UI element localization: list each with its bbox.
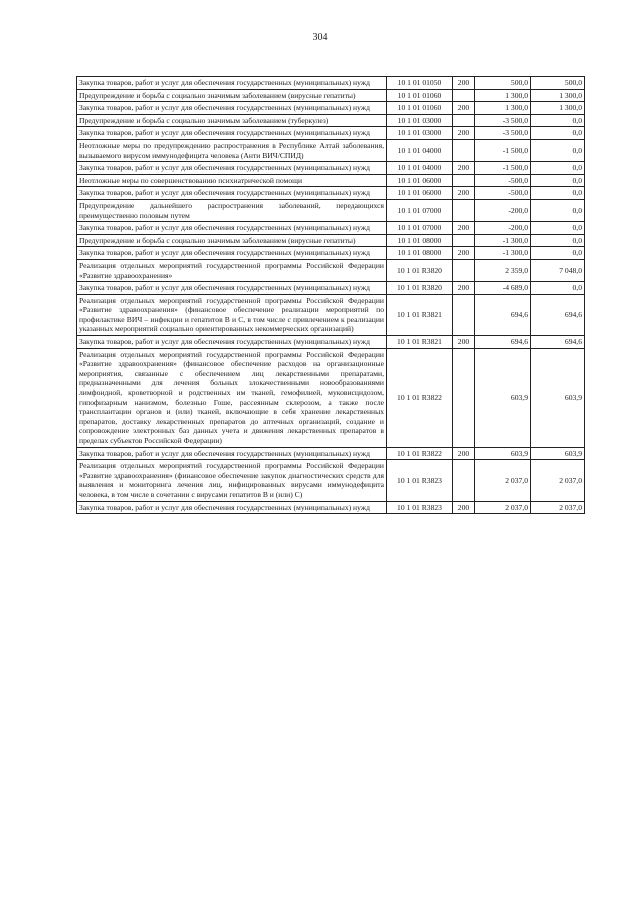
row-expense-type: 200 — [453, 447, 475, 460]
row-target-code: 10 1 01 01060 — [387, 102, 453, 115]
row-description: Закупка товаров, работ и услуг для обеспечения государственных (муниципальных) нужд — [77, 282, 387, 295]
row-target-code: 10 1 01 07000 — [387, 199, 453, 221]
table-row — [77, 247, 585, 260]
row-amount-year2: 694,6 — [531, 294, 585, 335]
row-amount-year2: 2 037,0 — [531, 501, 585, 514]
row-amount-year2: 2 037,0 — [531, 460, 585, 501]
row-amount-year1: 500,0 — [475, 77, 531, 90]
row-expense-type: 200 — [453, 222, 475, 235]
row-target-code: 10 1 01 R3823 — [387, 501, 453, 514]
row-amount-year1: 2 359,0 — [475, 259, 531, 281]
row-amount-year1: -1 500,0 — [475, 162, 531, 175]
table-row — [77, 77, 585, 90]
row-expense-type: 200 — [453, 187, 475, 200]
row-description: Реализация отдельных мероприятий государственной программы Российской Федерации «Развитие здравоохранения» — [77, 259, 387, 281]
row-expense-type — [453, 174, 475, 187]
table-row — [77, 460, 585, 501]
row-target-code: 10 1 01 06000 — [387, 187, 453, 200]
table-row — [77, 282, 585, 295]
row-description: Закупка товаров, работ и услуг для обеспечения государственных (муниципальных) нужд — [77, 447, 387, 460]
row-amount-year1: 2 037,0 — [475, 501, 531, 514]
table-row — [77, 234, 585, 247]
row-target-code: 10 1 01 01060 — [387, 89, 453, 102]
row-amount-year2: 0,0 — [531, 114, 585, 127]
row-expense-type — [453, 114, 475, 127]
row-description: Закупка товаров, работ и услуг для обеспечения государственных (муниципальных) нужд — [77, 336, 387, 349]
row-expense-type — [453, 294, 475, 335]
row-description: Закупка товаров, работ и услуг для обеспечения государственных (муниципальных) нужд — [77, 127, 387, 140]
table-row — [77, 139, 585, 161]
table-row — [77, 348, 585, 447]
row-description: Закупка товаров, работ и услуг для обеспечения государственных (муниципальных) нужд — [77, 501, 387, 514]
row-target-code: 10 1 01 R3823 — [387, 460, 453, 501]
row-amount-year1: 2 037,0 — [475, 460, 531, 501]
row-amount-year2: 694,6 — [531, 336, 585, 349]
table-row — [77, 114, 585, 127]
row-expense-type: 200 — [453, 247, 475, 260]
row-amount-year2: 0,0 — [531, 162, 585, 175]
row-target-code: 10 1 01 R3820 — [387, 282, 453, 295]
budget-table — [76, 76, 585, 514]
row-description: Реализация отдельных мероприятий государственной программы Российской Федерации «Развитие здравоохранения» (финансовое обеспечение закупок диагностических средств для выявления и мониторинга лечения лиц, инфицированных вирусами иммунодефицита человека, в том числе в сочетании с вирусами гепатитов В и (или) С) — [77, 460, 387, 501]
row-amount-year2: 1 300,0 — [531, 89, 585, 102]
row-target-code: 10 1 01 R3822 — [387, 447, 453, 460]
row-description: Закупка товаров, работ и услуг для обеспечения государственных (муниципальных) нужд — [77, 247, 387, 260]
row-amount-year1: 1 300,0 — [475, 89, 531, 102]
row-amount-year1: -1 300,0 — [475, 247, 531, 260]
row-target-code: 10 1 01 08000 — [387, 247, 453, 260]
row-description: Предупреждение и борьба с социально значимым заболеванием (туберкулез) — [77, 114, 387, 127]
row-target-code: 10 1 01 04000 — [387, 139, 453, 161]
row-amount-year2: 0,0 — [531, 282, 585, 295]
table-row — [77, 127, 585, 140]
row-expense-type: 200 — [453, 501, 475, 514]
row-description: Реализация отдельных мероприятий государственной программы Российской Федерации «Развитие здравоохранения» (финансовое обеспечение реализации мероприятий по профилактике ВИЧ – инфекции и гепатитов В и С, в том числе с привлечением к реализации указанных мероприятий социально ориентированных некоммерческих организаций) — [77, 294, 387, 335]
row-amount-year1: 694,6 — [475, 336, 531, 349]
row-amount-year1: -1 500,0 — [475, 139, 531, 161]
row-target-code: 10 1 01 R3821 — [387, 336, 453, 349]
row-amount-year2: 0,0 — [531, 234, 585, 247]
row-amount-year2: 0,0 — [531, 247, 585, 260]
row-expense-type — [453, 89, 475, 102]
row-description: Неотложные меры по совершенствованию психиатрической помощи — [77, 174, 387, 187]
row-description: Закупка товаров, работ и услуг для обеспечения государственных (муниципальных) нужд — [77, 187, 387, 200]
row-description: Предупреждение и борьба с социально значимым заболеванием (вирусные гепатиты) — [77, 234, 387, 247]
row-amount-year2: 0,0 — [531, 199, 585, 221]
row-target-code: 10 1 01 01050 — [387, 77, 453, 90]
table-row — [77, 199, 585, 221]
row-expense-type — [453, 139, 475, 161]
row-expense-type — [453, 199, 475, 221]
table-row — [77, 162, 585, 175]
row-description: Закупка товаров, работ и услуг для обеспечения государственных (муниципальных) нужд — [77, 222, 387, 235]
row-description: Закупка товаров, работ и услуг для обеспечения государственных (муниципальных) нужд — [77, 102, 387, 115]
table-row — [77, 174, 585, 187]
row-expense-type — [453, 234, 475, 247]
row-description: Предупреждение и борьба с социально значимым заболеванием (вирусные гепатиты) — [77, 89, 387, 102]
page-number: 304 — [312, 32, 328, 43]
row-amount-year2: 0,0 — [531, 139, 585, 161]
row-description: Предупреждение дальнейшего распространения заболеваний, передающихся преимущественно половым путем — [77, 199, 387, 221]
row-amount-year1: -4 689,0 — [475, 282, 531, 295]
row-expense-type — [453, 348, 475, 447]
row-amount-year2: 0,0 — [531, 174, 585, 187]
row-amount-year2: 1 300,0 — [531, 102, 585, 115]
row-amount-year1: 603,9 — [475, 447, 531, 460]
table-row — [77, 259, 585, 281]
row-expense-type — [453, 460, 475, 501]
row-target-code: 10 1 01 07000 — [387, 222, 453, 235]
table-row — [77, 447, 585, 460]
row-target-code: 10 1 01 R3822 — [387, 348, 453, 447]
row-description: Неотложные меры по предупреждению распространения в Республике Алтай заболевания, вызываемого вирусом иммунодефицита человека (Анти ВИЧ/СПИД) — [77, 139, 387, 161]
row-expense-type: 200 — [453, 102, 475, 115]
row-target-code: 10 1 01 R3821 — [387, 294, 453, 335]
row-target-code: 10 1 01 06000 — [387, 174, 453, 187]
row-amount-year2: 0,0 — [531, 187, 585, 200]
row-amount-year2: 7 048,0 — [531, 259, 585, 281]
budget-table-body — [77, 77, 585, 514]
row-expense-type: 200 — [453, 336, 475, 349]
row-target-code: 10 1 01 04000 — [387, 162, 453, 175]
row-amount-year1: -1 300,0 — [475, 234, 531, 247]
table-row — [77, 222, 585, 235]
row-amount-year1: -3 500,0 — [475, 114, 531, 127]
row-description: Закупка товаров, работ и услуг для обеспечения государственных (муниципальных) нужд — [77, 77, 387, 90]
table-row — [77, 102, 585, 115]
row-expense-type: 200 — [453, 162, 475, 175]
row-expense-type: 200 — [453, 77, 475, 90]
table-row — [77, 336, 585, 349]
table-row — [77, 294, 585, 335]
row-expense-type — [453, 259, 475, 281]
row-amount-year1: -200,0 — [475, 199, 531, 221]
row-target-code: 10 1 01 R3820 — [387, 259, 453, 281]
row-description: Закупка товаров, работ и услуг для обеспечения государственных (муниципальных) нужд — [77, 162, 387, 175]
row-amount-year1: 603,9 — [475, 348, 531, 447]
row-description: Реализация отдельных мероприятий государственной программы Российской Федерации «Развитие здравоохранения» (финансовое обеспечение расходов на организационные мероприятия, связанные с обеспечением лиц лекарственными препаратами, предназначенными для лечения больных злокачественными новообразованиями лимфоидной, кроветворной и родственных им тканей, гемофилией, муковисцидозом, гипофизарным нанизмом, болезнью Гоше, рассеянным склерозом, а также после трансплантации органов и (или) тканей, включающие в себя хранение лекарственных препаратов, доставку лекарственных препаратов до аптечных организаций, создание и сопровождение электронных баз данных учета и движения лекарственных препаратов в пределах субъектов Российской Федерации) — [77, 348, 387, 447]
row-amount-year1: 694,6 — [475, 294, 531, 335]
row-amount-year1: 1 300,0 — [475, 102, 531, 115]
row-amount-year1: -500,0 — [475, 174, 531, 187]
row-amount-year1: -3 500,0 — [475, 127, 531, 140]
table-row — [77, 89, 585, 102]
row-target-code: 10 1 01 03000 — [387, 127, 453, 140]
row-expense-type: 200 — [453, 127, 475, 140]
row-amount-year2: 603,9 — [531, 447, 585, 460]
row-amount-year2: 500,0 — [531, 77, 585, 90]
row-expense-type: 200 — [453, 282, 475, 295]
row-amount-year2: 0,0 — [531, 127, 585, 140]
table-row — [77, 187, 585, 200]
row-amount-year2: 0,0 — [531, 222, 585, 235]
row-amount-year1: -500,0 — [475, 187, 531, 200]
row-target-code: 10 1 01 03000 — [387, 114, 453, 127]
table-row — [77, 501, 585, 514]
row-target-code: 10 1 01 08000 — [387, 234, 453, 247]
row-amount-year1: -200,0 — [475, 222, 531, 235]
row-amount-year2: 603,9 — [531, 348, 585, 447]
